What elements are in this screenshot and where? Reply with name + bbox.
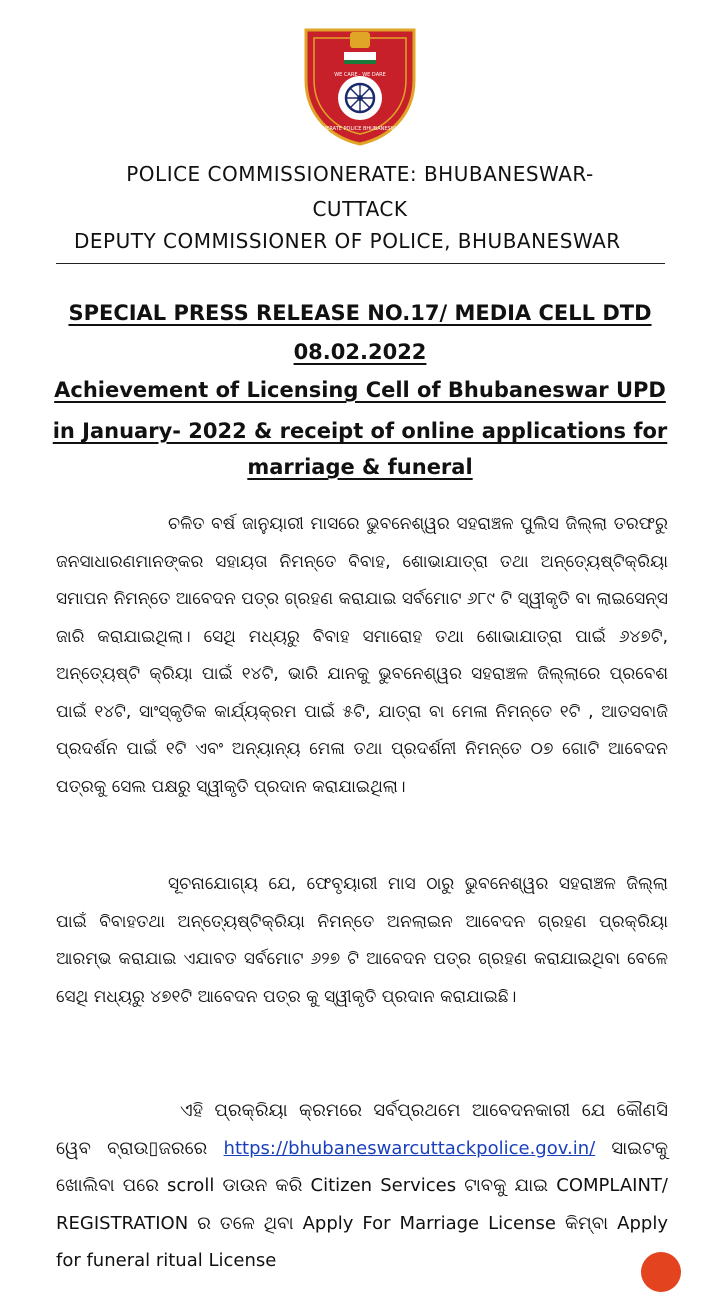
subject-line-2: in January- 2022 & receipt of online applications for — [52, 419, 668, 443]
body-paragraph-1: ଚଳିତ ବର୍ଷ ଜାନୁୟାରୀ ମାସରେ ଭୁବନେଶ୍ୱର ସହରାଞ୍ଚଳ ପୁଲିସ ଜିଲ୍ଲା ତରଫରୁ ଜନସାଧାରଣମାନଙ୍କର ସହାୟତା ନିମନ୍ତେ ବିବାହ, ଶୋଭାଯାତ୍ରା ତଥା ଅନ୍ତ୍ୟେଷ୍ଟିକ୍ରିୟା ସମାପନ ନିମନ୍ତେ ଆବେଦନ ପତ୍ର ଗ୍ରହଣ କରାଯାଇ ସର୍ବମୋଟ ୬୮୯ ଟି ସ୍ୱୀକୃତି ବା ଲାଇସେନ୍ସ ଜାରି କରାଯାଇଥିଲା। ସେଥି ମଧ୍ୟରୁ ବିବାହ ସମାରୋହ ତଥା ଶୋଭାଯାତ୍ରା ପାଇଁ ୬୪୭ଟି, ଅନ୍ତ୍ୟେଷ୍ଟି କ୍ରିୟା ପାଇଁ ୧୪ଟି, ଭାରି ଯାନକୁ ଭୁବନେଶ୍ୱର ସହରାଞ୍ଚଳ ଜିଲ୍ଲାରେ ପ୍ରବେଶ ପାଇଁ ୧୪ଟି, ସାଂସ୍କୃତିକ କାର୍ଯ୍ୟକ୍ରମ ପାଇଁ ୫ଟି, ଯାତ୍ରା ବା ମେଳା ନିମନ୍ତେ ୧ଟି , ଆତସବାଜି ପ୍ରଦର୍ଶନ ପାଇଁ ୧ଟି ଏବଂ ଅନ୍ୟାନ୍ୟ ମେଳା ତଥା ପ୍ରଦର୍ଶନୀ ନିମନ୍ତେ ୦୭ ଗୋଟି ଆବେଦନ ପତ୍ରକୁ ସେଲ ପକ୍ଷରୁ ସ୍ୱୀକୃତି ପ୍ରଦାନ କରାଯାଇଥିଲା। — [56, 514, 668, 797]
body-paragraph-3 — [56, 1092, 668, 1280]
emblem-icon — [293, 26, 427, 146]
header-line-3: DEPUTY COMMISSIONER OF POLICE, BHUBANESWAR — [74, 229, 621, 253]
body-paragraph-2: ସୂଚନାଯୋଗ୍ୟ ଯେ, ଫେବୃୟାରୀ ମାସ ଠାରୁ ଭୁବନେଶ୍ୱର ସହରାଞ୍ଚଳ ଜିଲ୍ଲା ପାଇଁ ବିବାହତଥା ଅନ୍ତ୍ୟେଷ୍ଟିକ୍ରିୟା ନିମନ୍ତେ ଅନଲାଇନ ଆବେଦନ ଗ୍ରହଣ ପ୍ରକ୍ରିୟା ଆରମ୍ଭ କରାଯାଇ ଏଯାବତ ସର୍ବମୋଟ ୬୨୭ ଟି ଆବେଦନ ପତ୍ର ଗ୍ରହଣ କରାଯାଇଥିବା ବେଳେ ସେଥି ମଧ୍ୟରୁ ୪୭୧ଟି ଆବେଦନ ପତ୍ର କୁ ସ୍ୱୀକୃତି ପ୍ରଦାନ କରାଯାଇଛି। — [56, 874, 668, 1007]
header-line-2: CUTTACK — [312, 197, 408, 221]
subject-line-1: Achievement of Licensing Cell of Bhubaneswar UPD — [54, 378, 666, 402]
subject-line-3: marriage & funeral — [247, 455, 473, 479]
emblem-ring-text: COMMISSIONERATE POLICE BHUBANESWAR CUTTACK — [293, 126, 427, 132]
floating-action-button[interactable] — [641, 1252, 681, 1292]
paragraph-3-end: ସାଇଟକୁ ଖୋଲିବା ପରେ scroll ଡାଉନ କରି Citizen Services ଟାବକୁ ଯାଇ COMPLAINT/ REGISTRATION ର ତଳେ ଥିବା Apply For Marriage License କିମ୍ବା Apply for funeral ritual License — [56, 1137, 668, 1271]
header-line-1: POLICE COMMISSIONERATE: BHUBANESWAR- — [126, 162, 594, 186]
police-emblem — [293, 26, 427, 146]
header-divider — [56, 263, 665, 264]
website-link[interactable]: https://bhubaneswarcuttackpolice.gov.in/ — [223, 1137, 596, 1159]
press-release-date: 08.02.2022 — [293, 340, 427, 364]
emblem-motto: WE CARE · WE DARE — [334, 72, 386, 78]
press-release-title: SPECIAL PRESS RELEASE NO.17/ MEDIA CELL DTD — [68, 301, 652, 325]
paragraph-3-start: ଏହି ପ୍ରକ୍ରିୟା କ୍ରମରେ ସର୍ବପ୍ରଥମେ ଆବେଦନକାରୀ ଯେ କୌଣସି ୱେବ ବ୍ରାଉ▯ଜରରେ — [56, 1100, 668, 1159]
